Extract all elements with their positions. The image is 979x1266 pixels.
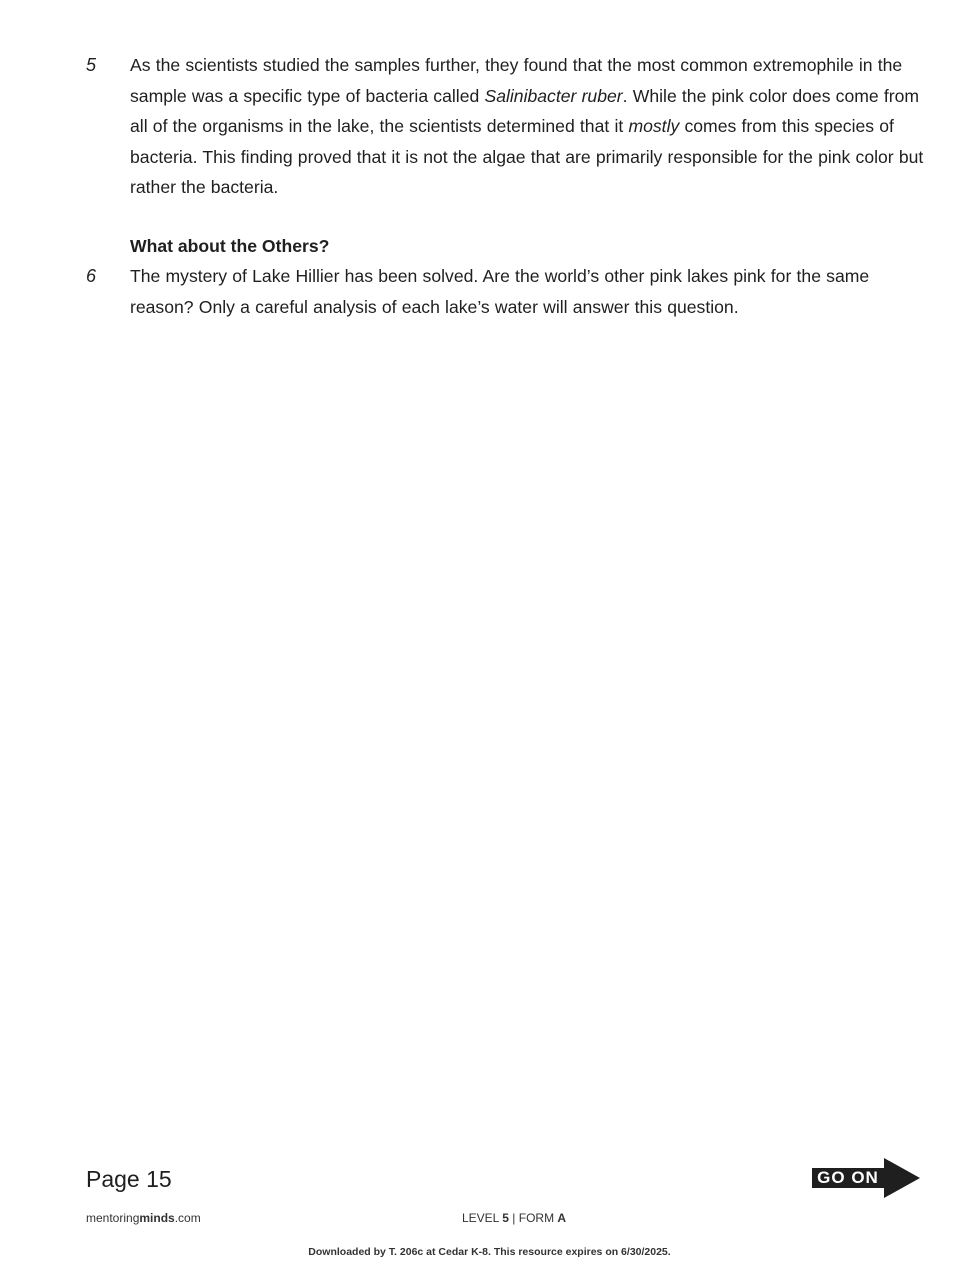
brand-footer [86, 1210, 201, 1226]
paragraph-6 [86, 261, 926, 322]
level-form-footer [462, 1210, 566, 1226]
level-label: LEVEL [462, 1211, 503, 1225]
download-notice: Downloaded by T. 206c at Cedar K-8. This resource expires on 6/30/2025. [308, 1246, 671, 1258]
form-label: FORM [518, 1211, 558, 1225]
text-segment: The mystery of Lake Hillier has been solved. Are the world’s other pink lakes pink for the same reason? Only a careful analysis of each lake’s water will answer this question. [130, 266, 870, 317]
paragraph-number: 5 [86, 55, 97, 75]
brand-bold: minds [139, 1211, 175, 1225]
text-segment: . While the pink color does come from all of the organisms in the lake, the scientists determined that it [130, 85, 920, 136]
section-heading: What about the Others? [130, 236, 330, 256]
brand-prefix: mentoring [86, 1211, 140, 1225]
arrow-right-icon [884, 1158, 920, 1198]
emphasis-italic: mostly [628, 116, 680, 136]
paragraph-text [130, 50, 926, 203]
paragraph-text [130, 261, 926, 322]
go-on-badge [812, 1158, 922, 1198]
text-segment: comes from this species of bacteria. This finding proved that it is not the algae that are primarily responsible for the pink color but rather the bacteria. [130, 116, 924, 197]
text-segment: As the scientists studied the samples further, they found that the most common extremophile in the sample was a specific type of bacteria called [130, 55, 903, 106]
form-value: A [557, 1211, 567, 1225]
brand-suffix: .com [174, 1211, 201, 1225]
species-name-italic: Salinibacter ruber [484, 85, 623, 106]
page-number: Page 15 [86, 1166, 172, 1192]
paragraph-5 [86, 50, 926, 203]
separator: | [508, 1211, 519, 1225]
level-value: 5 [502, 1211, 509, 1225]
paragraph-number: 6 [86, 266, 97, 286]
go-on-label: GO ON [817, 1168, 879, 1187]
